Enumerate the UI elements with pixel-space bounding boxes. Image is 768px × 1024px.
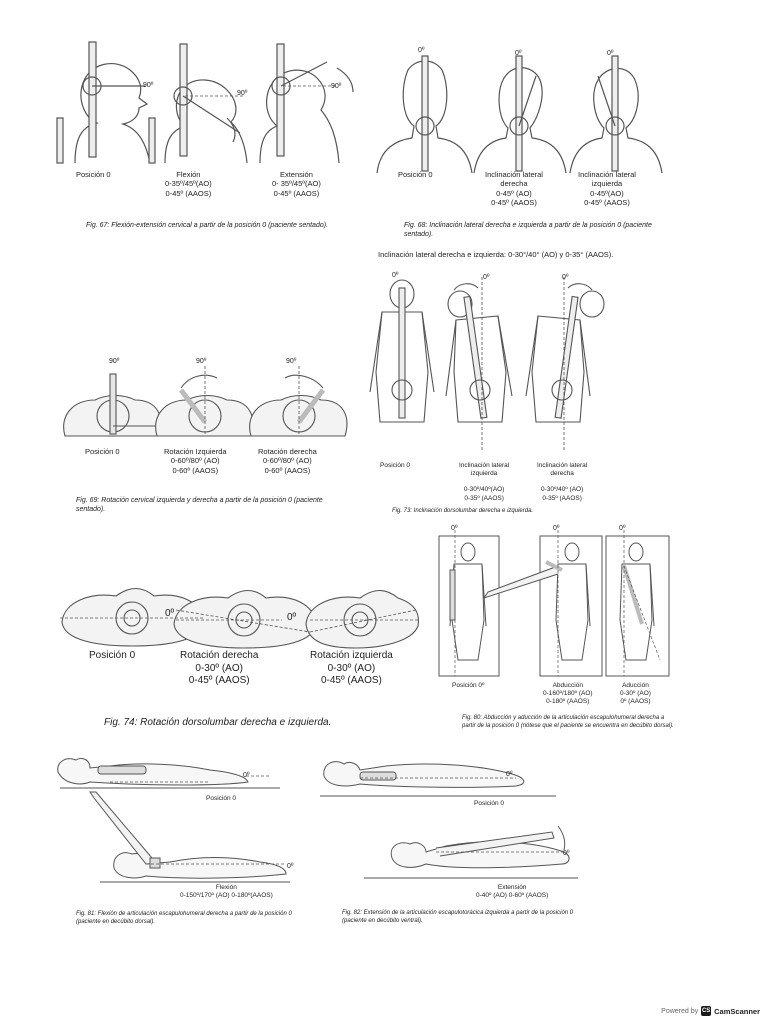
fig82-label-1: Posición 0 [474,800,504,807]
fig80-illustration [438,530,673,680]
fig80-label-3: Aducción 0-30º (AO) 0º (AAOS) [620,682,651,706]
fig73-note: Inclinación lateral derecha e izquierda: 0-30°/40° (AO) y 0-35° (AAOS). [378,250,614,259]
fig82-label-2: Extensión 0-40º (AO) 0-60º (AAOS) [476,884,549,900]
fig74-illustration [60,582,420,652]
fig69-angle-3: 90º [286,358,297,365]
fig80-caption: Fig. 80: Abducción y aducción de la articulación escapulohumeral derecha a partir de la posición 0 (nótese que el paciente se encuentra en decúbito dorsal). [462,715,674,729]
fig73-label-1: Posición 0 [380,462,410,469]
fig73-angle-1: 0º [392,272,399,279]
fig67-caption: Fig. 67: Flexión-extensión cervical a partir de la posición 0 (paciente sentado). [86,222,329,229]
fig67-angle-1: 90º [143,82,154,89]
fig82-angle-2: 0º [563,850,570,857]
fig73-caption: Fig. 73: Inclinación dorsolumbar derecha e izquierda. [392,508,534,514]
fig69-label-1: Posición 0 [85,447,120,456]
fig81-caption: Fig. 81: Flexión de articulación escapulohumeral derecha a partir de la posición 0 (paciente en decúbito dorsal). [76,911,292,925]
fig81-label-2: Flexión 0-150º/170º (AO) 0-180º(AAOS) [180,884,273,900]
fig74-label-2: Rotación derecha 0-30º (AO) 0-45º (AAOS) [180,650,259,686]
fig67-label-3: Extensión 0- 35º/45º(AO) 0-45º (AAOS) [272,170,321,198]
fig74-angle-1: 0º [165,608,175,619]
fig73-label-3: Inclinación lateral derecha 0-30º/40º (AO) 0-35º (AAOS) [537,462,588,502]
fig73-label-2: Inclinación lateral izquierda 0-30º/40º(AO) 0-35º (AAOS) [459,462,510,502]
fig68-angle-2: 0º [515,50,522,57]
camscanner-footer [661,1006,760,1016]
fig67-label-2: Flexión 0-35º/45º(AO) 0-45º (AAOS) [165,170,212,198]
fig80-angle-1: 0º [451,525,458,532]
fig69-angle-1: 90º [109,358,120,365]
fig82-illustration [316,752,586,882]
fig80-angle-2: 0º [553,525,560,532]
fig68-caption: Fig. 68: Inclinación lateral derecha e izquierda a partir de la posición 0 (paciente sentado). [404,222,652,239]
fig80-label-2: Abducción 0-160º/180º (AO) 0-180º (AAOS) [543,682,593,706]
fig68-illustration [372,48,670,173]
fig67-illustration [55,38,365,168]
fig74-caption: Fig. 74: Rotación dorsolumbar derecha e izquierda. [104,717,332,728]
fig73-angle-3: 0º [562,274,569,281]
fig67-angle-3: 90º [331,83,342,90]
fig73-illustration [362,272,622,457]
camscanner-brand: CamScanner [714,1006,760,1016]
fig69-label-3: Rotación derecha 0-60º/80º (AO) 0-60º (AAOS) [258,447,317,475]
fig67-label-1: Posición 0 [76,170,111,179]
fig68-label-1: Posición 0 [398,170,433,179]
fig68-label-3: Inclinación lateral izquierda 0-45º(AO) 0-45º (AAOS) [578,170,636,208]
fig82-caption: Fig. 82: Extensión de la articulación escapulotorácica izquierda a partir de la posición 0 (paciente en decúbito ventral). [342,910,574,924]
fig82-angle-1: 0º [506,771,513,778]
fig68-angle-3: 0º [607,50,614,57]
fig81-illustration [50,752,300,887]
fig69-caption: Fig. 69: Rotación cervical izquierda y derecha a partir de la posición 0 (paciente sentado). [76,497,323,514]
fig68-label-2: Inclinación lateral derecha 0-45º (AO) 0-45º (AAOS) [485,170,543,208]
fig81-angle-2: 0º [287,863,294,870]
fig67-angle-2: 90º [237,90,248,97]
fig74-label-3: Rotación izquierda 0-30º (AO) 0-45º (AAOS) [310,650,393,686]
fig81-angle-1: 0º [243,772,250,779]
fig73-angle-2: 0º [483,274,490,281]
fig69-illustration [55,366,345,446]
camscanner-logo-icon: CS [701,1008,711,1014]
fig74-angle-2: 0º [287,612,297,623]
fig81-label-1: Posición 0 [206,795,236,802]
powered-by-text: Powered by [661,1007,699,1015]
fig80-label-1: Posición 0º [452,682,485,689]
fig80-angle-3: 0º [619,525,626,532]
fig69-angle-2: 90º [196,358,207,365]
fig68-angle-1: 0º [418,47,425,54]
fig74-label-1: Posición 0 [89,650,136,661]
fig69-label-2: Rotación Izquierda 0-60º/80º (AO) 0-60º (AAOS) [164,447,227,475]
